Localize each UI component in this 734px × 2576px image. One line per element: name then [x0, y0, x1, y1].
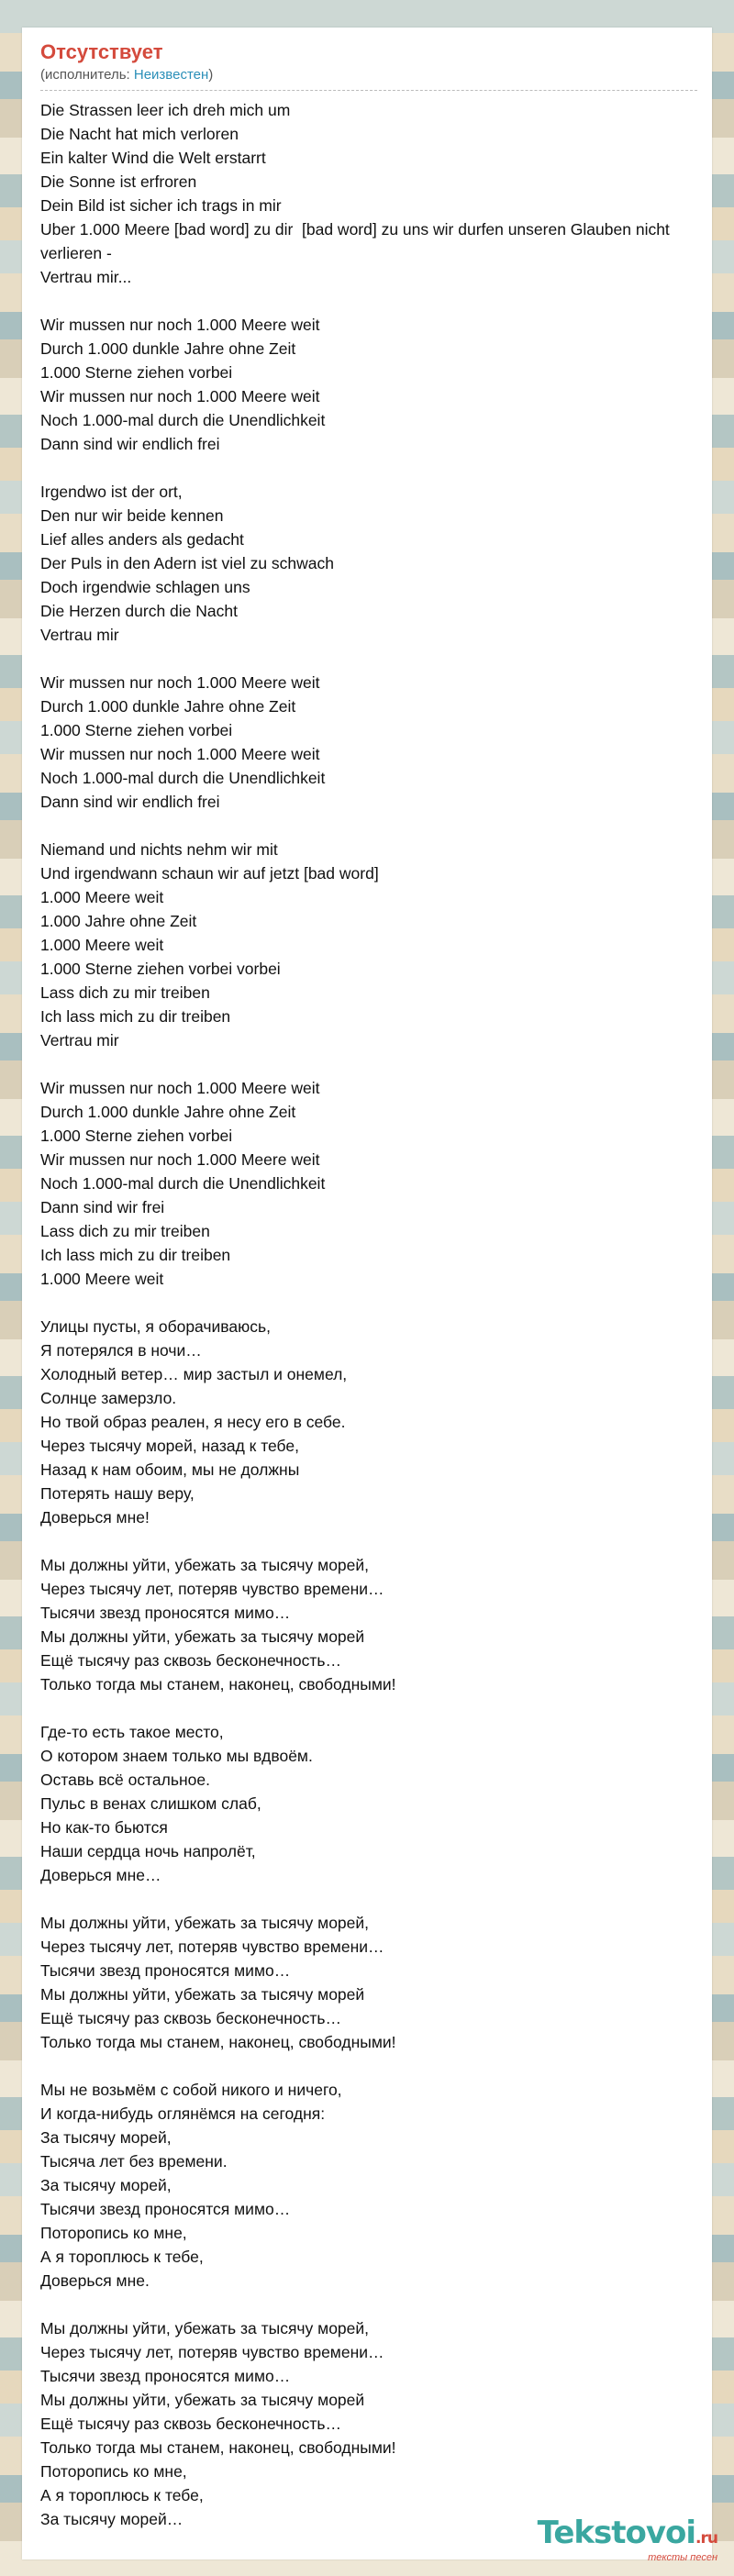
lyrics-stanza	[40, 2316, 697, 2531]
header-divider	[40, 90, 697, 91]
lyrics-line: Где-то есть такое место,	[40, 1723, 224, 1741]
lyrics-line: Но твой образ реален, я несу его в себе.	[40, 1413, 346, 1431]
lyrics-stanza	[40, 1553, 697, 1696]
lyrics-line: За тысячу морей…	[40, 2510, 184, 2528]
lyrics-stanza	[40, 313, 697, 456]
lyrics-line: Lass dich zu mir treiben	[40, 983, 210, 1002]
lyrics-line: Uber 1.000 Meere [bad word] zu dir [bad word] zu uns wir durfen unseren Glauben nicht verlieren -	[40, 220, 674, 262]
lyrics-line: 1.000 Jahre ohne Zeit	[40, 912, 197, 930]
lyrics-line: Но как-то бьются	[40, 1818, 168, 1837]
lyrics-line: Ещё тысячу раз сквозь бесконечность…	[40, 2009, 342, 2027]
lyrics-stanza	[40, 98, 697, 289]
logo-tagline: тексты песен	[648, 2552, 717, 2563]
lyrics-line: Durch 1.000 dunkle Jahre ohne Zeit	[40, 1103, 296, 1121]
lyrics-line: Die Nacht hat mich verloren	[40, 125, 239, 143]
artist-line	[40, 66, 697, 84]
lyrics-line: 1.000 Meere weit	[40, 888, 164, 906]
logo-tld: .ru	[695, 2529, 717, 2548]
lyrics-line: Und irgendwann schaun wir auf jetzt [bad word]	[40, 864, 379, 883]
lyrics-stanza	[40, 838, 697, 1052]
lyrics-line: Niemand und nichts nehm wir mit	[40, 840, 278, 859]
lyrics-line: Durch 1.000 dunkle Jahre ohne Zeit	[40, 697, 296, 716]
lyrics-stanza	[40, 1315, 697, 1529]
lyrics-line: Через тысячу лет, потеряв чувство времени…	[40, 1580, 384, 1598]
lyrics-line: Vertrau mir	[40, 1031, 119, 1049]
lyrics-line: Dann sind wir endlich frei	[40, 435, 220, 453]
lyrics-line: Dein Bild ist sicher ich trags in mir	[40, 196, 282, 215]
lyrics-line: Тысячи звезд проносятся мимо…	[40, 1961, 291, 1980]
lyrics-line: Мы должны уйти, убежать за тысячу морей,	[40, 1914, 370, 1932]
lyrics-line: Wir mussen nur noch 1.000 Meere weit	[40, 745, 320, 763]
song-title: Отсутствует	[40, 40, 163, 63]
lyrics-line: Доверься мне!	[40, 1508, 150, 1527]
lyrics-line: Тысячи звезд проносятся мимо…	[40, 1604, 291, 1622]
lyrics-line: И когда-нибудь оглянёмся на сегодня:	[40, 2104, 326, 2123]
lyrics-line: Dann sind wir frei	[40, 1198, 165, 1216]
logo-name: Tekstovoi	[537, 2515, 696, 2551]
lyrics-line: Через тысячу лет, потеряв чувство времени…	[40, 1938, 384, 1956]
lyrics-line: Den nur wir beide kennen	[40, 506, 224, 525]
lyrics-line: Lass dich zu mir treiben	[40, 1222, 210, 1240]
lyrics-line: Ich lass mich zu dir treiben	[40, 1246, 231, 1264]
lyrics-line: Durch 1.000 dunkle Jahre ohne Zeit	[40, 339, 296, 358]
lyrics-line: 1.000 Sterne ziehen vorbei	[40, 1127, 233, 1145]
lyrics-line: Пульс в венах слишком слаб,	[40, 1794, 261, 1813]
lyrics-line: Wir mussen nur noch 1.000 Meere weit	[40, 316, 320, 334]
lyrics-stanza	[40, 1911, 697, 2054]
lyrics-line: Только тогда мы станем, наконец, свободными!	[40, 2033, 396, 2051]
lyrics-line: Солнце замерзло.	[40, 1389, 177, 1407]
lyrics-line: Irgendwo ist der ort,	[40, 483, 183, 501]
lyrics-line: О котором знаем только мы вдвоём.	[40, 1747, 313, 1765]
lyrics-line: Мы должны уйти, убежать за тысячу морей,	[40, 2319, 370, 2337]
lyrics-body	[40, 98, 697, 2531]
lyrics-line: Ich lass mich zu dir treiben	[40, 1007, 231, 1026]
lyrics-line: Lief alles anders als gedacht	[40, 530, 244, 549]
lyrics-line: Тысяча лет без времени.	[40, 2152, 228, 2171]
lyrics-line: Через тысячу морей, назад к тебе,	[40, 1437, 299, 1455]
artist-suffix: )	[208, 67, 214, 83]
lyrics-stanza	[40, 671, 697, 814]
lyrics-line: Die Sonne ist erfroren	[40, 172, 197, 191]
lyrics-line: Мы должны уйти, убежать за тысячу морей	[40, 1627, 365, 1646]
lyrics-line: Доверься мне…	[40, 1866, 161, 1884]
lyrics-line: Только тогда мы станем, наконец, свободными!	[40, 2438, 396, 2457]
lyrics-stanza	[40, 1076, 697, 1291]
lyrics-line: 1.000 Meere weit	[40, 1270, 164, 1288]
logo-wordmark	[538, 2517, 717, 2554]
lyrics-line: 1.000 Meere weit	[40, 936, 164, 954]
lyrics-line: Поторопись ко мне,	[40, 2462, 187, 2481]
lyrics-line: Doch irgendwie schlagen uns	[40, 578, 250, 596]
lyrics-line: Тысячи звезд проносятся мимо…	[40, 2367, 291, 2385]
lyrics-line: Vertrau mir...	[40, 268, 132, 286]
lyrics-line: Wir mussen nur noch 1.000 Meere weit	[40, 387, 320, 405]
lyrics-line: Улицы пусты, я оборачиваюсь,	[40, 1317, 271, 1336]
lyrics-line: Доверься мне.	[40, 2271, 150, 2290]
lyrics-line: Только тогда мы станем, наконец, свободными!	[40, 1675, 396, 1693]
lyrics-line: Noch 1.000-mal durch die Unendlichkeit	[40, 411, 326, 429]
lyrics-line: За тысячу морей,	[40, 2176, 172, 2194]
lyrics-line: А я тороплюсь к тебе,	[40, 2486, 204, 2504]
lyrics-line: Поторопись ко мне,	[40, 2224, 187, 2242]
lyrics-line: Назад к нам обоим, мы не должны	[40, 1460, 300, 1479]
lyrics-line: Noch 1.000-mal durch die Unendlichkeit	[40, 1174, 326, 1193]
lyrics-line: Холодный ветер… мир застыл и онемел,	[40, 1365, 348, 1383]
lyrics-stanza	[40, 2078, 697, 2293]
lyrics-line: Ein kalter Wind die Welt erstarrt	[40, 149, 266, 167]
lyrics-line: Die Herzen durch die Nacht	[40, 602, 238, 620]
lyrics-line: Die Strassen leer ich dreh mich um	[40, 101, 291, 119]
lyrics-line: Оставь всё остальное.	[40, 1771, 210, 1789]
lyrics-line: Wir mussen nur noch 1.000 Meere weit	[40, 1150, 320, 1169]
lyrics-line: Мы должны уйти, убежать за тысячу морей,	[40, 1556, 370, 1574]
lyrics-line: Мы должны уйти, убежать за тысячу морей	[40, 2391, 365, 2409]
lyrics-line: Я потерялся в ночи…	[40, 1341, 202, 1360]
lyrics-line: Ещё тысячу раз сквозь бесконечность…	[40, 1651, 342, 1670]
lyrics-line: Наши сердца ночь напролёт,	[40, 1842, 256, 1860]
site-logo[interactable]	[538, 2517, 717, 2563]
artist-prefix: (исполнитель:	[40, 67, 134, 83]
lyrics-line: 1.000 Sterne ziehen vorbei	[40, 363, 233, 382]
lyrics-stanza	[40, 480, 697, 647]
lyrics-line: 1.000 Sterne ziehen vorbei vorbei	[40, 960, 281, 978]
lyrics-line: 1.000 Sterne ziehen vorbei	[40, 721, 233, 739]
lyrics-line: Потерять нашу веру,	[40, 1484, 195, 1503]
lyrics-line: Dann sind wir endlich frei	[40, 793, 220, 811]
artist-link[interactable]: Неизвестен	[133, 67, 209, 83]
lyrics-line: Через тысячу лет, потеряв чувство времени…	[40, 2343, 384, 2361]
lyrics-line: Vertrau mir	[40, 626, 119, 644]
lyrics-line: Wir mussen nur noch 1.000 Meere weit	[40, 673, 320, 692]
lyrics-line: Мы должны уйти, убежать за тысячу морей	[40, 1985, 365, 2004]
lyrics-line: Der Puls in den Adern ist viel zu schwach	[40, 554, 335, 572]
lyrics-line: Noch 1.000-mal durch die Unendlichkeit	[40, 769, 326, 787]
lyrics-stanza	[40, 1720, 697, 1887]
lyrics-line: Wir mussen nur noch 1.000 Meere weit	[40, 1079, 320, 1097]
lyrics-card	[22, 28, 712, 2559]
lyrics-line: А я тороплюсь к тебе,	[40, 2248, 204, 2266]
lyrics-line: Мы не возьмём с собой никого и ничего,	[40, 2081, 342, 2099]
lyrics-line: За тысячу морей,	[40, 2128, 172, 2147]
lyrics-line: Ещё тысячу раз сквозь бесконечность…	[40, 2415, 342, 2433]
lyrics-line: Тысячи звезд проносятся мимо…	[40, 2200, 291, 2218]
